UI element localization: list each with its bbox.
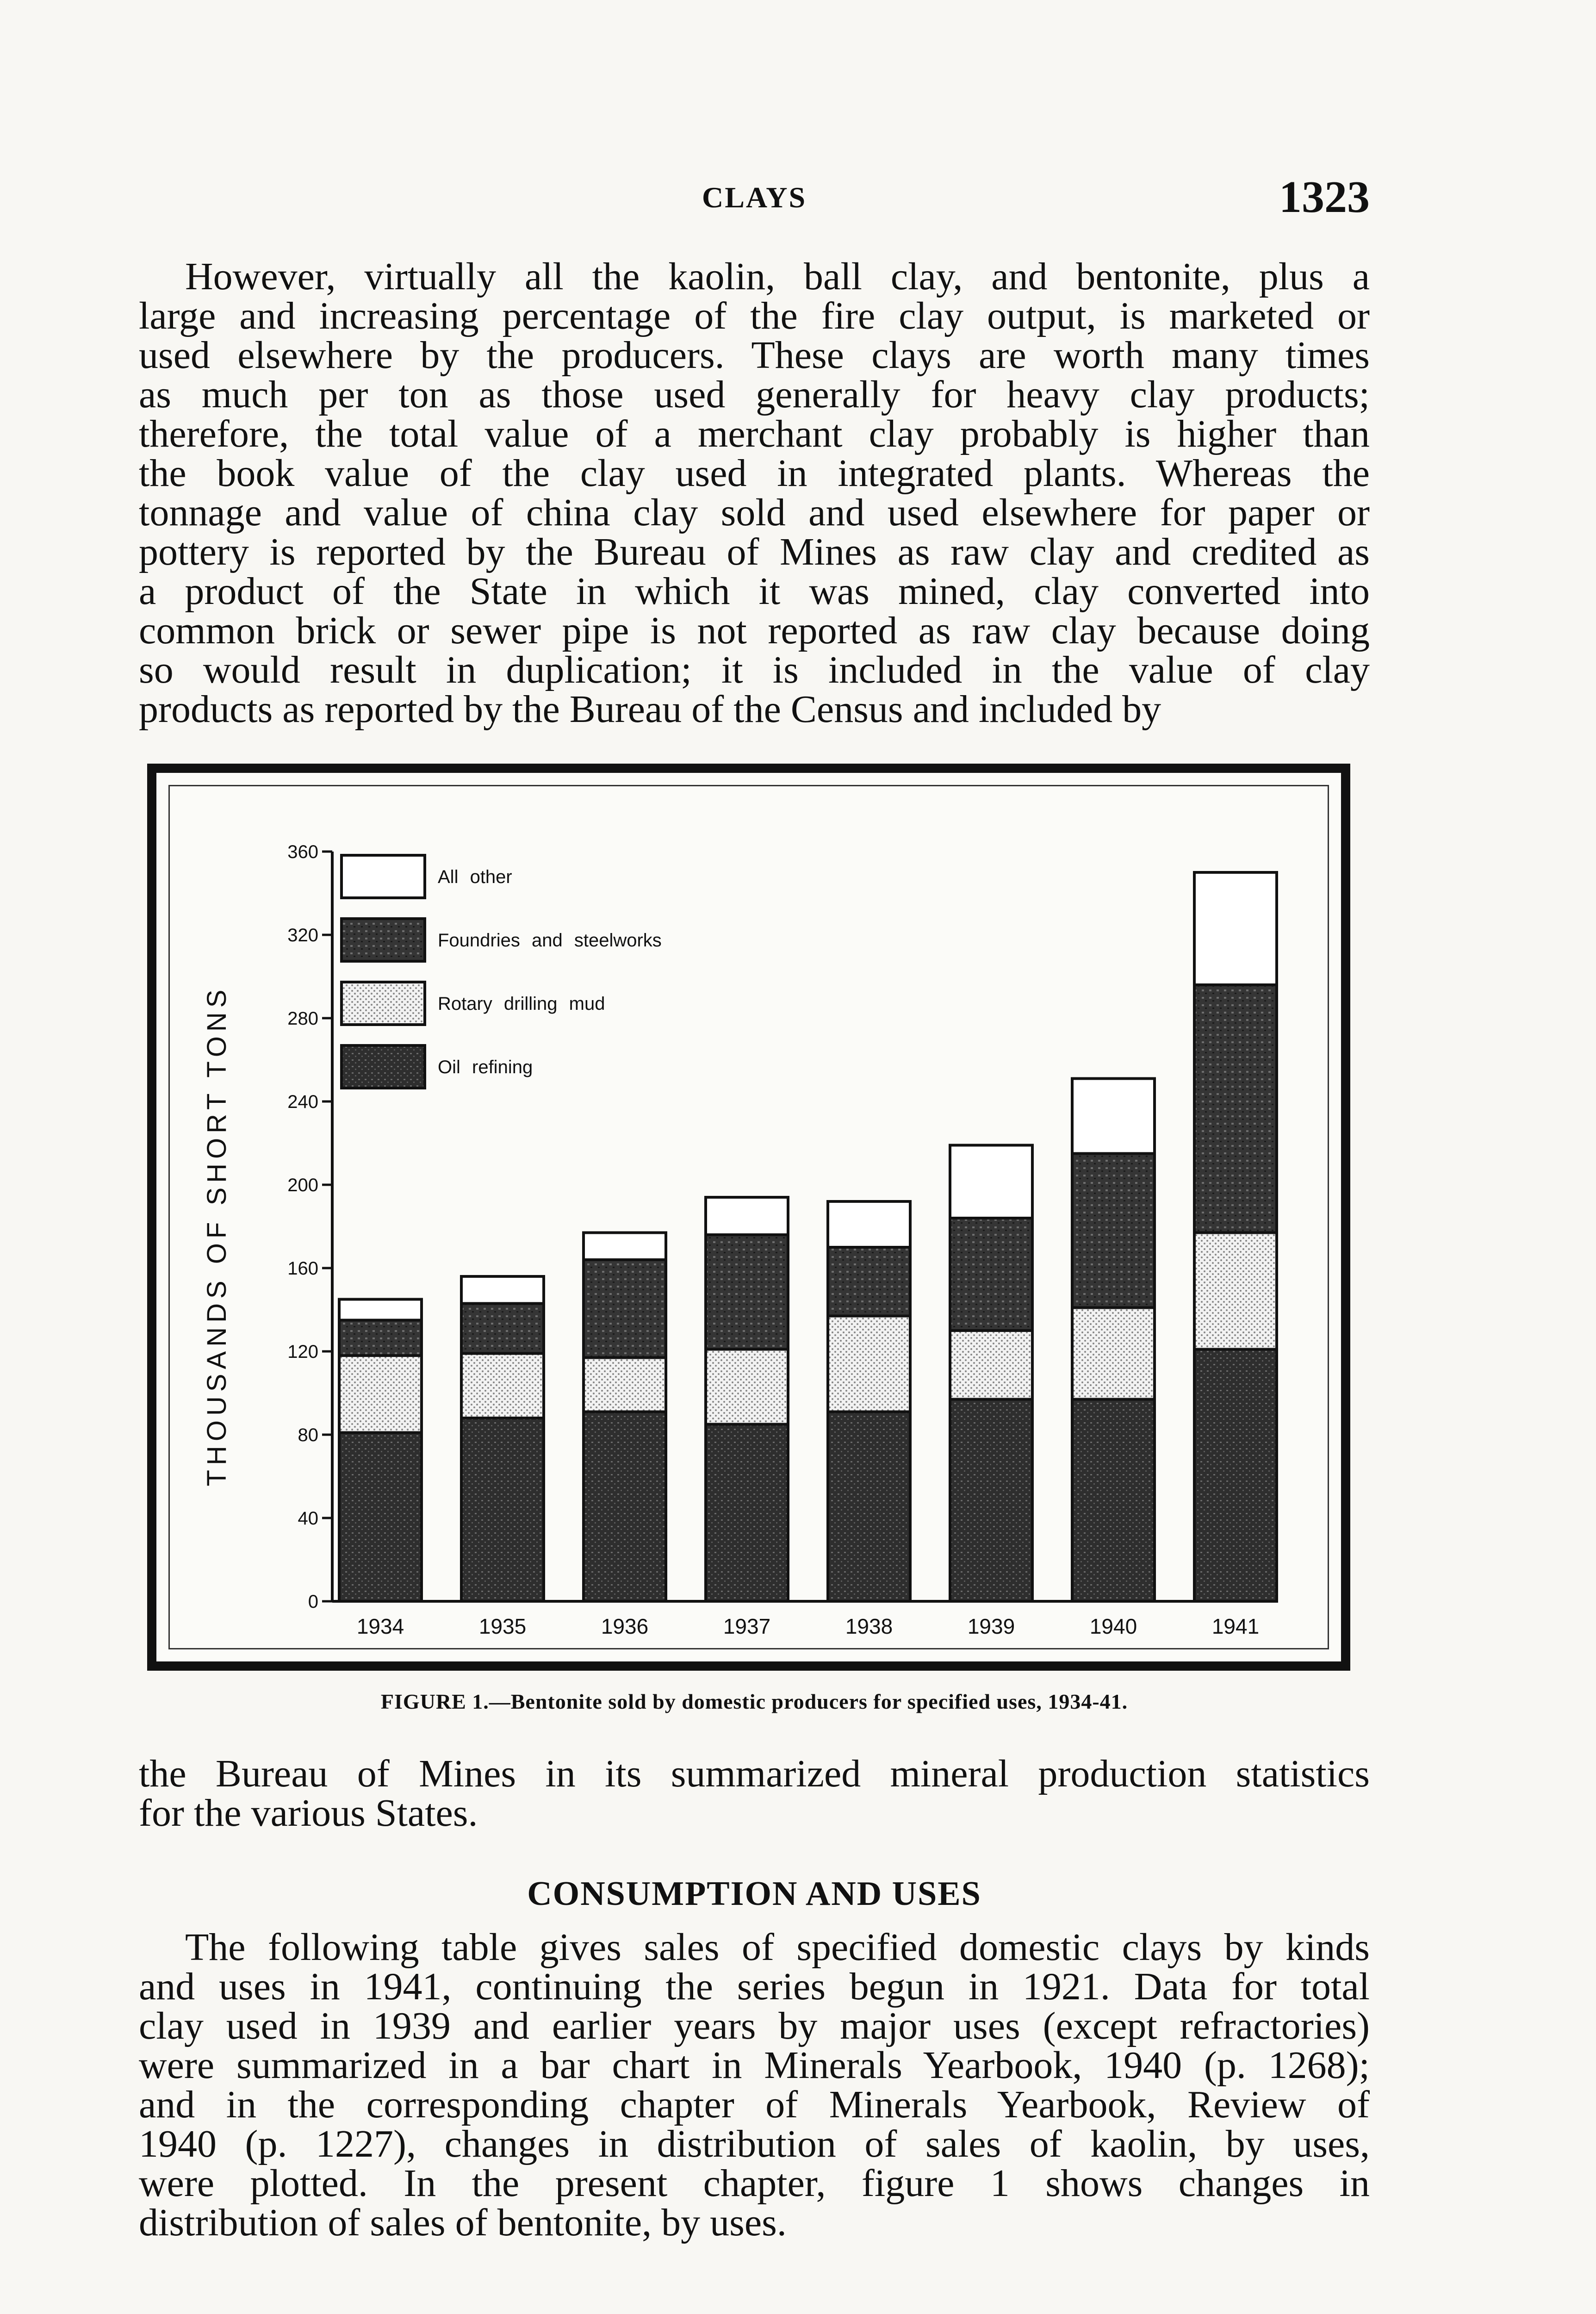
legend-label-all-other: All other [438, 867, 512, 887]
text-line: so would result in duplication; it is included in the value of clay [139, 648, 1370, 691]
text-line: common brick or sewer pipe is not reported as raw clay because doing [139, 609, 1370, 652]
legend-label-foundries-and-steelworks: Foundries and steelworks [438, 930, 662, 951]
bar-segment-oil-refining-1937 [706, 1424, 788, 1602]
x-tick-label-1939: 1939 [967, 1614, 1015, 1638]
x-tick-label-1937: 1937 [723, 1614, 771, 1638]
text-line: therefore, the total value of a merchant clay probably is higher than [139, 412, 1370, 455]
text-line: the Bureau of Mines in its summarized mineral production statistics [139, 1752, 1370, 1795]
bar-segment-oil-refining-1934 [339, 1433, 422, 1602]
bar-segment-rotary-drilling-mud-1940 [1072, 1308, 1155, 1400]
text-line: clay used in 1939 and earlier years by major uses (except refractories) [139, 2004, 1370, 2047]
bar-segment-foundries-and-steelworks-1939 [950, 1218, 1032, 1331]
x-tick-label-1934: 1934 [356, 1614, 404, 1638]
legend-label-oil-refining: Oil refining [438, 1057, 533, 1077]
y-tick-label: 120 [287, 1342, 318, 1362]
text-line: The following table gives sales of specified domestic clays by kinds [185, 1926, 1370, 1969]
bar-segment-rotary-drilling-mud-1941 [1194, 1233, 1277, 1350]
x-tick-label-1935: 1935 [478, 1614, 527, 1638]
text-line: pottery is reported by the Bureau of Mines as raw clay and credited as [139, 530, 1370, 573]
bar-segment-foundries-and-steelworks-1936 [584, 1260, 666, 1358]
bar-segment-rotary-drilling-mud-1939 [950, 1331, 1032, 1400]
x-tick-label-1936: 1936 [601, 1614, 649, 1638]
y-tick-label: 200 [287, 1175, 318, 1195]
bar-segment-rotary-drilling-mud-1938 [828, 1316, 910, 1412]
text-line: were summarized in a bar chart in Minerals Yearbook, 1940 (p. 1268); [139, 2044, 1370, 2087]
bar-segment-foundries-and-steelworks-1940 [1072, 1154, 1155, 1308]
y-axis-label: THOUSANDS OF SHORT TONS [202, 985, 232, 1487]
bar-segment-all-other-1940 [1072, 1079, 1155, 1154]
bar-segment-all-other-1936 [584, 1233, 666, 1260]
legend-swatch-oil-refining [342, 1045, 425, 1088]
bar-segment-rotary-drilling-mud-1934 [339, 1356, 422, 1433]
bar-segment-all-other-1938 [828, 1201, 910, 1247]
x-tick-labels [357, 1614, 1259, 1638]
legend-swatch-foundries-and-steelworks [342, 919, 425, 961]
bar-segment-foundries-and-steelworks-1935 [461, 1304, 544, 1354]
text-line: as much per ton as those used generally for heavy clay products; [139, 373, 1370, 416]
y-tick-label: 320 [287, 925, 318, 946]
text-line: and uses in 1941, continuing the series begun in 1921. Data for total [139, 1965, 1370, 2008]
text-line: for the various States. [139, 1791, 478, 1835]
y-tick-label: 280 [287, 1008, 318, 1029]
text-line: and in the corresponding chapter of Minerals Yearbook, Review of [139, 2083, 1370, 2126]
text-line: large and increasing percentage of the fire clay output, is marketed or [139, 294, 1370, 337]
figure-caption: FIGURE 1.—Bentonite sold by domestic producers for specified uses, 1934-41. [380, 1690, 1128, 1713]
text-line: used elsewhere by the producers. These clays are worth many times [139, 334, 1370, 377]
text-line: tonnage and value of china clay sold and used elsewhere for paper or [139, 491, 1370, 534]
legend [342, 855, 662, 1088]
y-tick-label: 240 [287, 1092, 318, 1112]
y-tick-label: 80 [298, 1425, 318, 1445]
paragraph-intro [139, 257, 1370, 729]
paragraph-consumption [139, 1928, 1370, 2242]
bentonite-chart [156, 773, 1341, 1661]
legend-swatch-all-other [342, 855, 425, 898]
bar-segment-all-other-1934 [339, 1300, 422, 1320]
text-line: the book value of the clay used in integrated plants. Whereas the [139, 452, 1370, 495]
bar-segment-all-other-1939 [950, 1145, 1032, 1219]
text-line: were plotted. In the present chapter, figure 1 shows changes in [139, 2162, 1370, 2205]
page-number: 1323 [1279, 172, 1370, 222]
bar-segment-all-other-1941 [1194, 872, 1277, 985]
bar-segment-oil-refining-1939 [950, 1400, 1032, 1602]
bar-segment-all-other-1937 [706, 1197, 788, 1235]
x-tick-label-1941: 1941 [1211, 1614, 1260, 1638]
x-tick-label-1940: 1940 [1089, 1614, 1137, 1638]
page-header [139, 171, 1370, 227]
paragraph-continued [139, 1754, 1370, 1833]
figure-1 [147, 764, 1350, 1671]
bar-segment-all-other-1935 [461, 1276, 544, 1304]
bar-segment-oil-refining-1936 [584, 1412, 666, 1602]
bar-segment-foundries-and-steelworks-1937 [706, 1235, 788, 1350]
bar-segment-oil-refining-1940 [1072, 1400, 1155, 1602]
y-tick-label: 40 [298, 1508, 318, 1529]
bar-segment-oil-refining-1935 [461, 1418, 544, 1601]
bar-segment-oil-refining-1938 [828, 1412, 910, 1602]
x-tick-label-1938: 1938 [845, 1614, 893, 1638]
bar-segment-oil-refining-1941 [1194, 1350, 1277, 1602]
text-line: products as reported by the Bureau of the Census and included by [139, 688, 1161, 731]
text-line: a product of the State in which it was mined, clay converted into [139, 570, 1370, 613]
bar-segment-foundries-and-steelworks-1934 [339, 1320, 422, 1356]
y-tick-label: 160 [287, 1258, 318, 1279]
bars [339, 872, 1277, 1601]
running-title: CLAYS [702, 181, 807, 214]
y-tick-label: 0 [308, 1592, 318, 1612]
bar-segment-foundries-and-steelworks-1941 [1194, 985, 1277, 1233]
bar-segment-rotary-drilling-mud-1937 [706, 1350, 788, 1424]
legend-swatch-rotary-drilling-mud [342, 982, 425, 1025]
bar-segment-rotary-drilling-mud-1936 [584, 1358, 666, 1412]
y-tick-label: 360 [287, 842, 318, 862]
section-heading: CONSUMPTION AND USES [527, 1875, 981, 1913]
legend-label-rotary-drilling-mud: Rotary drilling mud [438, 994, 605, 1014]
bar-segment-foundries-and-steelworks-1938 [828, 1247, 910, 1316]
text-line: 1940 (p. 1227), changes in distribution of sales of kaolin, by uses, [139, 2122, 1370, 2165]
text-line: distribution of sales of bentonite, by uses. [139, 2201, 787, 2244]
bar-segment-rotary-drilling-mud-1935 [461, 1354, 544, 1418]
text-line: However, virtually all the kaolin, ball clay, and bentonite, plus a [185, 255, 1370, 298]
